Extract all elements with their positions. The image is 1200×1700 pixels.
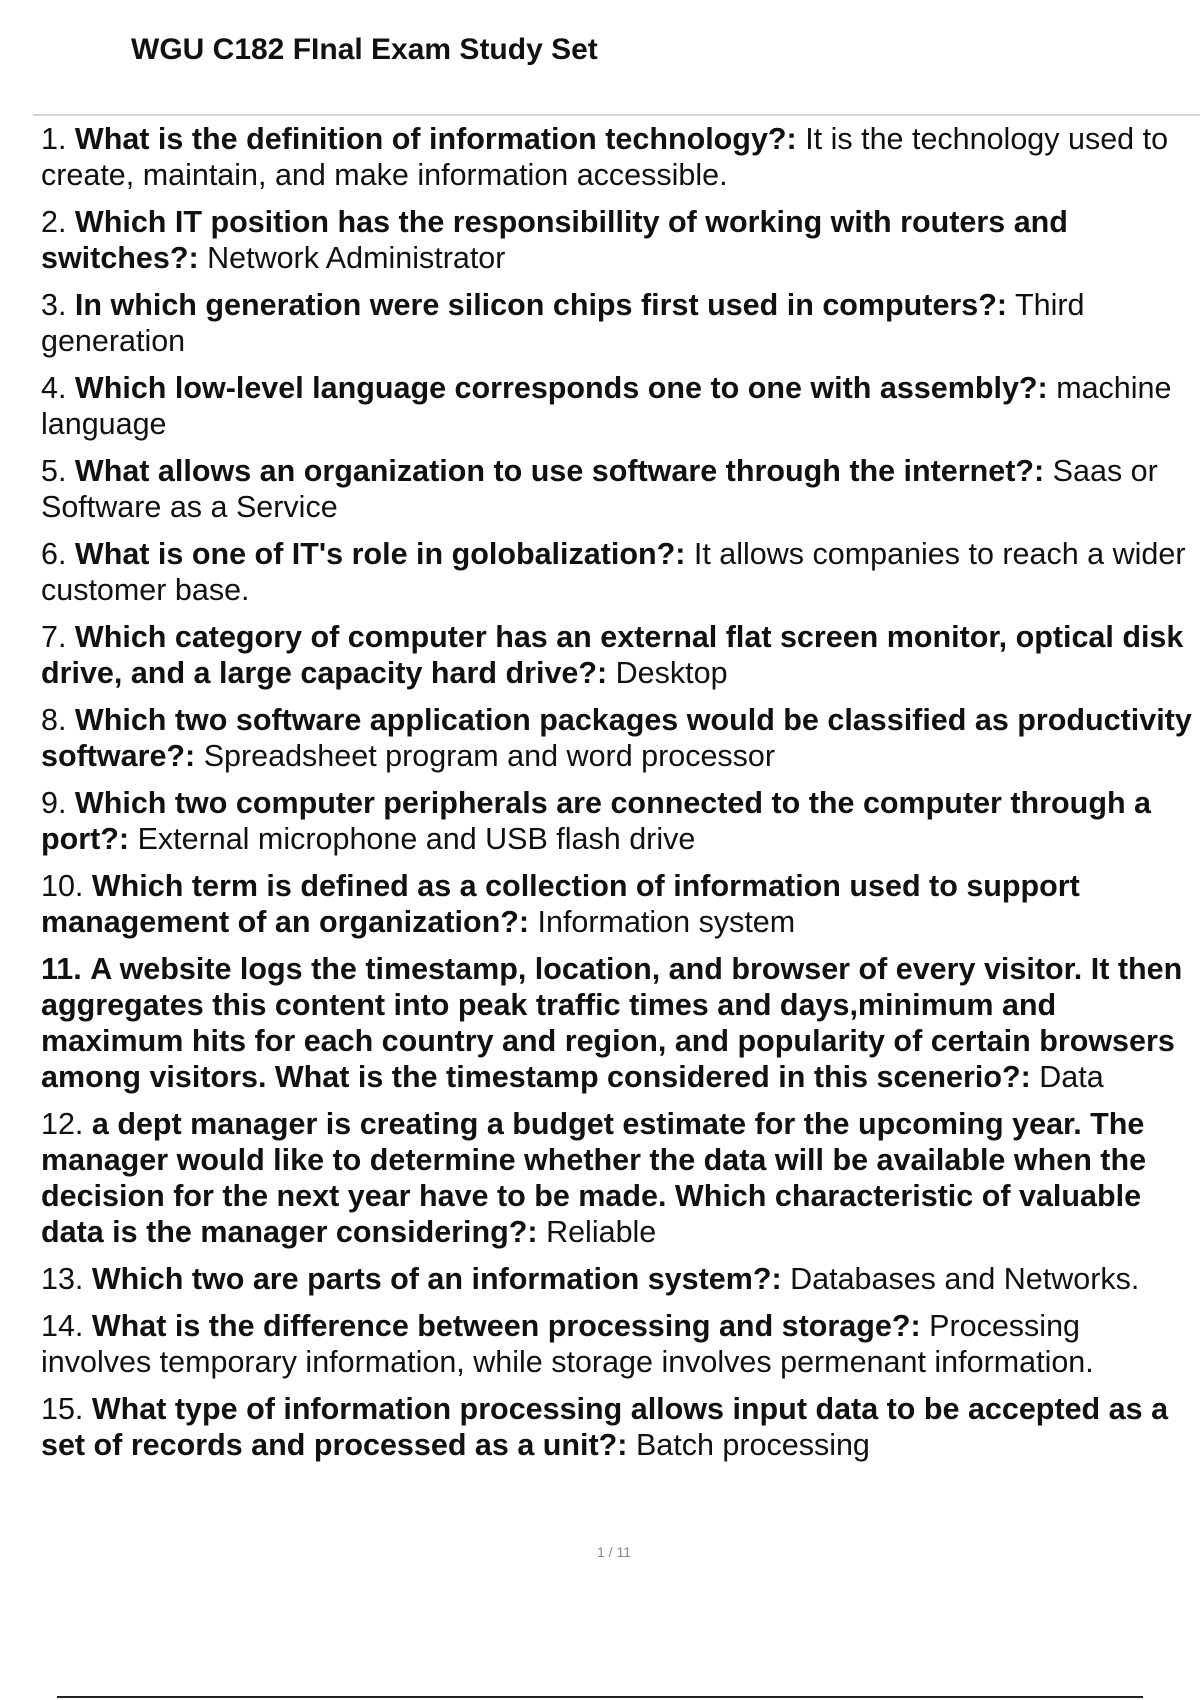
question-text: What is the difference between processing and storage?:	[91, 1309, 921, 1343]
answer-text: Batch processing	[635, 1428, 870, 1462]
question-item-6	[41, 536, 1197, 608]
question-number: 9.	[41, 786, 67, 820]
footer-divider	[57, 1696, 1143, 1698]
question-number: 13.	[41, 1262, 84, 1296]
question-item-5	[41, 453, 1197, 525]
answer-text: Network Administrator	[207, 241, 506, 275]
question-text: What is one of IT's role in golobalization?:	[74, 537, 686, 571]
question-item-8	[41, 702, 1197, 774]
question-number: 11.	[41, 952, 82, 986]
question-text: Which low-level language corresponds one to one with assembly?:	[74, 371, 1048, 405]
question-item-3	[41, 287, 1197, 359]
document-title: WGU C182 FInal Exam Study Set	[131, 33, 598, 66]
question-item-2	[41, 204, 1197, 276]
question-text: Which two computer peripherals are connected to the computer through a port?:	[41, 786, 1152, 856]
question-number: 10.	[41, 869, 84, 903]
answer-text: Third generation	[41, 288, 1085, 358]
question-item-1	[41, 121, 1197, 193]
question-number: 8.	[41, 703, 67, 737]
question-item-10	[41, 868, 1197, 940]
question-text: Which IT position has the responsibillity of working with routers and switches?:	[41, 205, 1068, 275]
question-number: 3.	[41, 288, 67, 322]
answer-text: It allows companies to reach a wider customer base.	[41, 537, 1186, 607]
question-text: Which term is defined as a collection of information used to support management of an organization?:	[41, 869, 1080, 939]
question-number: 12.	[41, 1107, 84, 1141]
answer-text: Spreadsheet program and word processor	[203, 739, 776, 773]
answer-text: Reliable	[546, 1215, 657, 1249]
answer-text: Data	[1039, 1060, 1104, 1094]
question-text: A website logs the timestamp, location, and browser of every visitor. It then aggregates this content into peak traffic times and days,minimum and maximum hits for each country and region, and popularity of certain browsers among visitors. What is the timestamp considered in this scenerio?:	[41, 952, 1183, 1094]
question-text: a dept manager is creating a budget estimate for the upcoming year. The manager would like to determine whether the data will be available when the decision for the next year have to be made. Which characteristic of valuable data is the manager considering?:	[41, 1107, 1147, 1249]
question-text: Which two are parts of an information system?:	[91, 1262, 782, 1296]
question-item-15	[41, 1391, 1197, 1463]
question-number: 2.	[41, 205, 67, 239]
question-number: 1.	[41, 122, 67, 156]
header-divider	[33, 114, 1200, 116]
answer-text: Saas or Software as a Service	[41, 454, 1158, 524]
question-number: 14.	[41, 1309, 84, 1343]
question-text: Which two software application packages would be classified as productivity software?:	[41, 703, 1192, 773]
question-number: 15.	[41, 1392, 84, 1426]
question-number: 5.	[41, 454, 67, 488]
page-number: 1 / 11	[597, 1544, 631, 1560]
question-item-12	[41, 1106, 1197, 1250]
question-item-13	[41, 1261, 1197, 1297]
page-header	[0, 0, 1200, 116]
question-item-9	[41, 785, 1197, 857]
answer-text: Information system	[537, 905, 796, 939]
question-number: 6.	[41, 537, 67, 571]
answer-text: It is the technology used to create, maintain, and make information accessible.	[41, 122, 1169, 192]
question-text: What is the definition of information technology?:	[74, 122, 797, 156]
question-number: 4.	[41, 371, 67, 405]
question-text: Which category of computer has an external flat screen monitor, optical disk drive, and a large capacity hard drive?:	[41, 620, 1184, 690]
answer-text: External microphone and USB flash drive	[137, 822, 696, 856]
question-item-4	[41, 370, 1197, 442]
question-item-14	[41, 1308, 1197, 1380]
question-list	[41, 121, 1197, 1474]
question-number: 7.	[41, 620, 67, 654]
question-item-7	[41, 619, 1197, 691]
question-text: In which generation were silicon chips first used in computers?:	[74, 288, 1008, 322]
question-item-11	[41, 951, 1197, 1095]
question-text: What type of information processing allows input data to be accepted as a set of records and processed as a unit?:	[41, 1392, 1169, 1462]
question-text: What allows an organization to use software through the internet?:	[74, 454, 1045, 488]
answer-text: Processing involves temporary information, while storage involves permenant information.	[41, 1309, 1094, 1379]
answer-text: machine language	[41, 371, 1172, 441]
answer-text: Desktop	[615, 656, 728, 690]
answer-text: Databases and Networks.	[790, 1262, 1140, 1296]
